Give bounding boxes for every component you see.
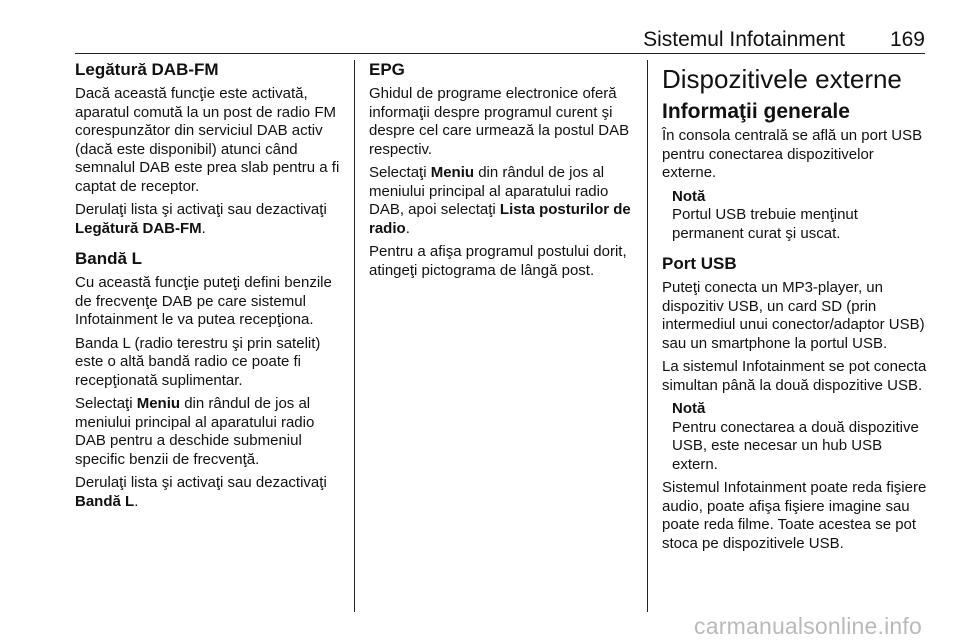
column-divider-1 [354, 60, 355, 612]
note-text: Portul USB trebuie menţinut permanent curat şi uscat. [672, 206, 858, 242]
paragraph-epg-show: Pentru a afişa programul postului dorit, atingeţi pictograma de lângă post. [369, 243, 627, 279]
paragraph-band-l-desc: Cu această funcţie puteţi defini benzile de frecvenţe DAB pe care sistemul Infotainment le va putea recepţiona. [75, 274, 332, 328]
paragraph-band-l-menu: Selectaţi Meniu din rândul de jos al meniului principal al aparatului radio DAB pentru a deschide submeniul specific benzii de frecvenţă. [75, 395, 315, 468]
paragraph-band-l-info: Banda L (radio terestru şi prin satelit) este o altă bandă radio ce poate fi recepţionată suplimentar. [75, 334, 321, 389]
paragraph-band-l-action: Derulaţi lista şi activaţi sau dezactivaţi Bandă L. [75, 474, 327, 510]
label-meniu: Meniu [136, 395, 181, 412]
heading-epg: EPG [369, 60, 405, 79]
paragraph-usb-connect: Puteţi conecta un MP3-player, un dispozitiv USB, un card SD (prin intermediul unui conector/adaptor USB) sau un smartphone la portul USB. [662, 279, 925, 352]
paragraph-usb-simultaneous: La sistemul Infotainment se pot conecta simultan până la două dispozitive USB. [662, 358, 927, 394]
note-text: Pentru conectarea a două dispozitive USB, este necesar un hub USB extern. [672, 418, 919, 473]
note-title: Notă [672, 187, 706, 205]
paragraph-epg-desc: Ghidul de programe electronice oferă informaţii despre programul curent şi despre cel care urmează la postul DAB respectiv. [369, 85, 630, 158]
page-number: 169 [889, 28, 925, 51]
paragraph-dab-fm-desc: Dacă această funcţie este activată, aparatul comută la un post de radio FM corespunzător din serviciul DAB activ (dacă este disponibil) atunci când semnalul DAB este prea slab pentru a fi captat de receptor. [75, 85, 340, 195]
label-banda-l: Bandă L [75, 492, 135, 510]
heading-usb-port: Port USB [662, 254, 737, 273]
heading-general-info: Informaţii generale [662, 100, 850, 123]
label-meniu: Meniu [430, 164, 475, 181]
column-2 [369, 60, 637, 285]
paragraph-usb-port-location: În consola centrală se află un port USB pentru conectarea dispozitivelor externe. [662, 127, 923, 181]
paragraph-epg-menu: Selectaţi Meniu din rândul de jos al meniului principal al aparatului radio DAB, apoi selectaţi Lista posturilor de radio. [369, 164, 631, 237]
heading-external-devices: Dispozitivele externe [662, 64, 902, 94]
note-title: Notă [672, 400, 706, 417]
note-block-1 [672, 188, 932, 244]
column-divider-2 [647, 60, 648, 612]
note-block-2 [672, 400, 932, 474]
header-rule [75, 53, 925, 54]
label-lista-posturilor: Lista posturilor de radio [369, 201, 631, 237]
running-title: Sistemul Infotainment [643, 28, 845, 51]
label-dab-fm: Legătură DAB-FM [75, 219, 202, 237]
paragraph-usb-playback: Sistemul Infotainment poate reda fişiere audio, poate afişa fişiere imagine sau poate reda filme. Toate acestea se pot stoca pe dispozitivele USB. [662, 479, 927, 552]
paragraph-dab-fm-action: Derulaţi lista şi activaţi sau dezactivaţi Legătură DAB-FM. [75, 201, 327, 237]
column-3 [662, 60, 932, 558]
page-header [75, 28, 925, 52]
watermark-text: carmanualsonline.info [694, 613, 922, 639]
heading-band-l: Bandă L [75, 249, 143, 268]
heading-dab-fm: Legătură DAB-FM [75, 60, 219, 79]
column-1 [75, 60, 343, 516]
